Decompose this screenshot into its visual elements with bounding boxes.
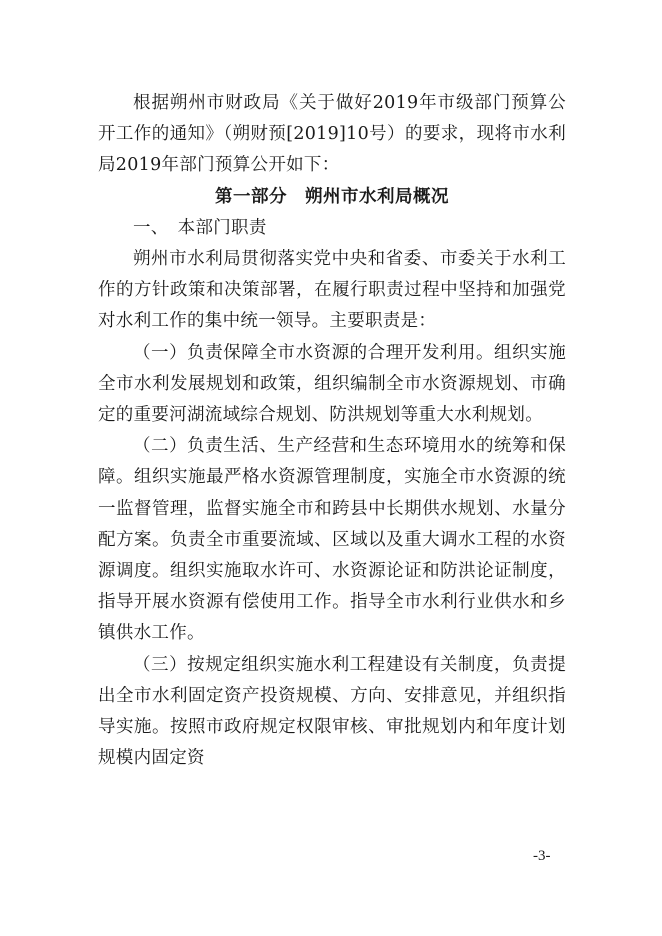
part-title: 第一部分 朔州市水利局概况 (215, 186, 449, 207)
intro-paragraph: 根据朔州市财政局《关于做好2019年市级部门预算公开工作的通知》（朔财预[2019]10号）的要求，现将市水利局2019年部门预算公开如下： (98, 93, 566, 176)
body-paragraph: 朔州市水利局贯彻落实党中央和省委、市委关于水利工作的方针政策和决策部署，在履行职责过程中坚持和加强党对水利工作的集中统一领导。主要职责是： (98, 249, 566, 332)
body-paragraph: （二）负责生活、生产经营和生态环境用水的统筹和保障。组织实施最严格水资源管理制度，实施全市水资源的统一监督管理，监督实施全市和跨县中长期供水规划、水量分配方案。负责全市重要流域、区域以及重大调水工程的水资源调度。组织实施取水许可、水资源论证和防洪论证制度，指导开展水资源有偿使用工作。指导全市水利行业供水和乡镇供水工作。 (98, 436, 566, 644)
section-heading: 一、 本部门职责 (133, 217, 267, 238)
document-body (98, 88, 566, 774)
body-paragraph: （一）负责保障全市水资源的合理开发利用。组织实施全市水利发展规划和政策，组织编制全市水资源规划、市确定的重要河湖流域综合规划、防洪规划等重大水利规划。 (98, 342, 566, 426)
page-number: -3- (533, 848, 551, 864)
body-paragraph: （三）按规定组织实施水利工程建设有关制度，负责提出全市水利固定资产投资规模、方向、安排意见，并组织指导实施。按照市政府规定权限审核、审批规划内和年度计划规模内固定资 (98, 654, 566, 769)
